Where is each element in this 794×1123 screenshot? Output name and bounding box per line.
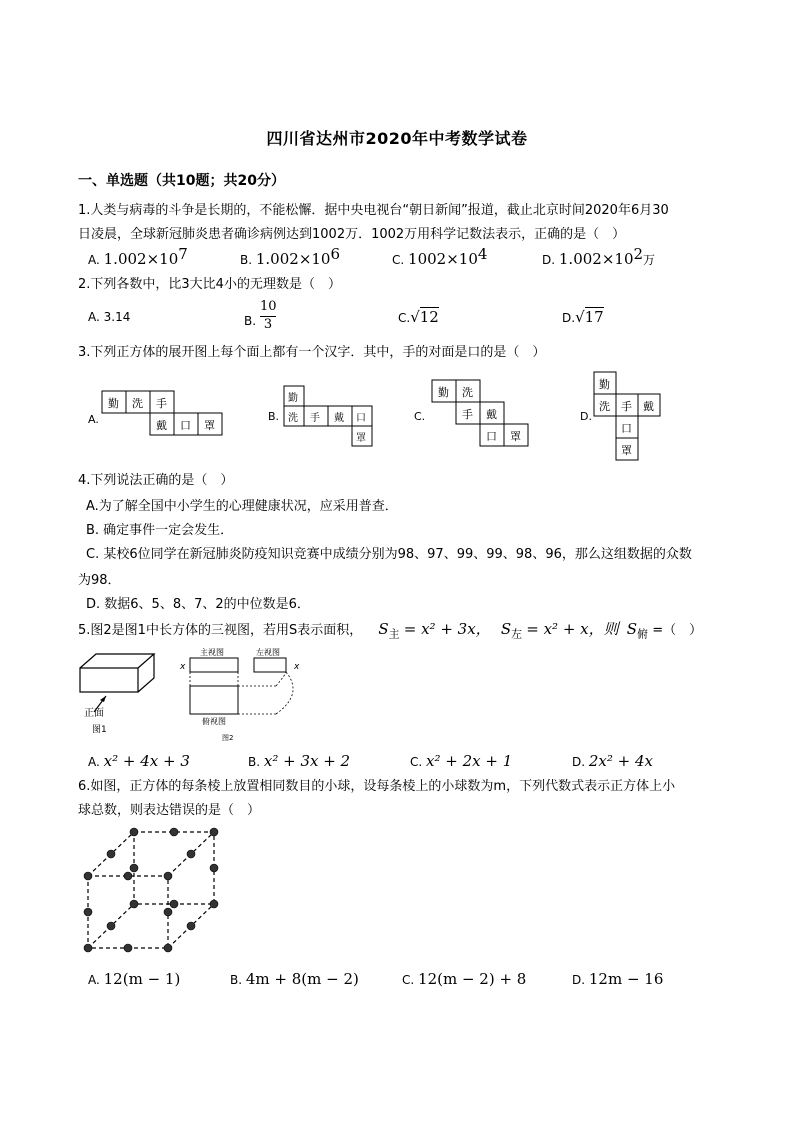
q6-option-b[interactable]: B. 4m + 8(m − 2) — [230, 970, 359, 988]
section-heading: 一、单选题（共10题；共20分） — [78, 173, 285, 189]
q2-text: 2.下列各数中，比3大比4小的无理数是（ ） — [78, 277, 341, 292]
page-title: 四川省达州市2020年中考数学试卷 — [266, 129, 528, 148]
q1-option-b[interactable]: B. $1.002\times 10^6$ — [240, 245, 341, 268]
q6-option-d[interactable]: D. 12m − 16 — [572, 970, 664, 988]
svg-text:图2: 图2 — [222, 734, 234, 742]
svg-text:口: 口 — [180, 419, 191, 432]
q1-option-a[interactable]: A. $1.002\times 10^7$ — [88, 245, 188, 268]
q3-label-a: A. — [88, 413, 99, 426]
svg-text:手: 手 — [621, 400, 632, 413]
svg-text:主视图: 主视图 — [200, 648, 224, 657]
ball-marker — [84, 908, 92, 916]
q2-option-d[interactable]: D.√17 — [562, 308, 604, 326]
q3-label-d: D. — [580, 410, 592, 423]
q4-option-a[interactable]: A.为了解全国中小学生的心理健康状况，应采用普查． — [86, 499, 398, 514]
svg-text:罩: 罩 — [510, 430, 521, 443]
svg-text:勤: 勤 — [288, 393, 298, 404]
cuboid-shape — [80, 654, 154, 692]
svg-text:戴: 戴 — [643, 400, 654, 413]
q4-option-c-line1[interactable]: C. 某校6位同学在新冠肺炎防疫知识竞赛中成绩分别为98、97、99、99、98、96，那么这组数据的众数 — [86, 547, 692, 562]
svg-text:罩: 罩 — [621, 444, 632, 457]
svg-text:洗: 洗 — [132, 397, 143, 410]
q6-option-a[interactable]: A. 12(m − 1) — [88, 970, 181, 988]
q5-option-c[interactable]: C. x² + 2x + 1 — [410, 752, 513, 770]
svg-text:罩: 罩 — [204, 419, 215, 432]
q6-text-line1: 6.如图，正方体的每条棱上放置相同数目的小球，设每条棱上的小球数为m，下列代数式表示正方体上小 — [78, 779, 676, 794]
q4-option-c-line2: 为98． — [78, 573, 121, 588]
svg-text:口: 口 — [356, 413, 366, 424]
ball-marker — [164, 872, 172, 880]
q2-option-a[interactable]: A. 3.14 — [88, 310, 131, 324]
q6-text-line2: 球总数，则表达错误的是（ ） — [78, 803, 261, 818]
ball-marker — [107, 922, 115, 930]
q3-label-c: C. — [414, 410, 426, 423]
svg-text:勤: 勤 — [438, 386, 449, 399]
ball-marker — [130, 864, 138, 872]
svg-text:手: 手 — [156, 397, 167, 410]
ball-marker — [187, 922, 195, 930]
svg-text:勤: 勤 — [108, 397, 119, 410]
sqrt-icon: √ — [410, 308, 420, 326]
q3-label-b: B. — [268, 410, 280, 423]
ball-marker — [210, 828, 218, 836]
svg-text:洗: 洗 — [462, 386, 473, 399]
q1-option-d[interactable]: D. $1.002\times 10^2$万 — [542, 245, 656, 268]
ball-marker — [130, 900, 138, 908]
svg-text:手: 手 — [462, 408, 473, 421]
ball-marker — [124, 872, 132, 880]
q3-cube-nets-figure — [80, 368, 700, 464]
svg-text:图1: 图1 — [92, 725, 107, 735]
ball-marker — [164, 908, 172, 916]
q6-option-c[interactable]: C. 12(m − 2) + 8 — [402, 970, 527, 988]
svg-text:左视图: 左视图 — [256, 648, 280, 657]
sqrt-icon: √ — [575, 308, 585, 326]
svg-text:x: x — [294, 662, 300, 672]
ball-marker — [84, 872, 92, 880]
svg-text:戴: 戴 — [486, 408, 497, 421]
svg-text:口: 口 — [486, 430, 497, 443]
svg-text:戴: 戴 — [156, 419, 167, 432]
q5-text: 5.图2是图1中长方体的三视图，若用S表示面积， $S_主 = x^2 + 3x$， $S_左 = x^2 + x$，则 $S_俯$ =（ ） — [78, 620, 703, 641]
ball-marker — [107, 850, 115, 858]
ball-marker — [84, 944, 92, 952]
ball-marker — [170, 828, 178, 836]
svg-text:口: 口 — [621, 422, 632, 435]
svg-text:罩: 罩 — [356, 433, 366, 444]
svg-text:洗: 洗 — [599, 400, 610, 413]
ball-marker — [187, 850, 195, 858]
ball-marker — [170, 900, 178, 908]
q5-option-d[interactable]: D. 2x² + 4x — [572, 752, 654, 770]
q5-option-b[interactable]: B. x² + 3x + 2 — [248, 752, 351, 770]
q4-text: 4.下列说法正确的是（ ） — [78, 473, 234, 488]
q2-option-c[interactable]: C.√12 — [398, 308, 439, 326]
svg-text:正面: 正面 — [84, 708, 104, 719]
ball-marker — [130, 828, 138, 836]
q4-option-d[interactable]: D. 数据6、5、8、7、2的中位数是6． — [86, 597, 310, 612]
svg-text:洗: 洗 — [288, 413, 298, 424]
q1-text-line1: 1.人类与病毒的斗争是长期的，不能松懈．据中央电视台“朝日新闻”报道，截止北京时间2020年6月30 — [78, 203, 669, 218]
svg-text:勤: 勤 — [599, 378, 610, 391]
q3-text: 3.下列正方体的展开图上每个面上都有一个汉字．其中，手的对面是口的是（ ） — [78, 345, 546, 360]
ball-marker — [124, 944, 132, 952]
q6-cube-figure — [78, 824, 228, 958]
ball-marker — [210, 900, 218, 908]
q1-option-c[interactable]: C. $1002\times 10^4$ — [392, 245, 488, 268]
cube-edges — [88, 832, 214, 948]
svg-text:戴: 戴 — [334, 413, 344, 424]
q4-option-b[interactable]: B. 确定事件一定会发生． — [86, 523, 234, 538]
q5-option-a[interactable]: A. x² + 4x + 3 — [88, 752, 190, 770]
svg-text:x: x — [180, 662, 186, 672]
svg-text:俯视图: 俯视图 — [202, 717, 226, 726]
q5-figure — [76, 644, 316, 744]
ball-marker — [210, 864, 218, 872]
ball-marker — [164, 944, 172, 952]
q1-text-line2: 日凌晨，全球新冠肺炎患者确诊病例达到1002万．1002万用科学记数法表示，正确的是（ ） — [78, 227, 626, 242]
svg-text:手: 手 — [310, 413, 320, 424]
